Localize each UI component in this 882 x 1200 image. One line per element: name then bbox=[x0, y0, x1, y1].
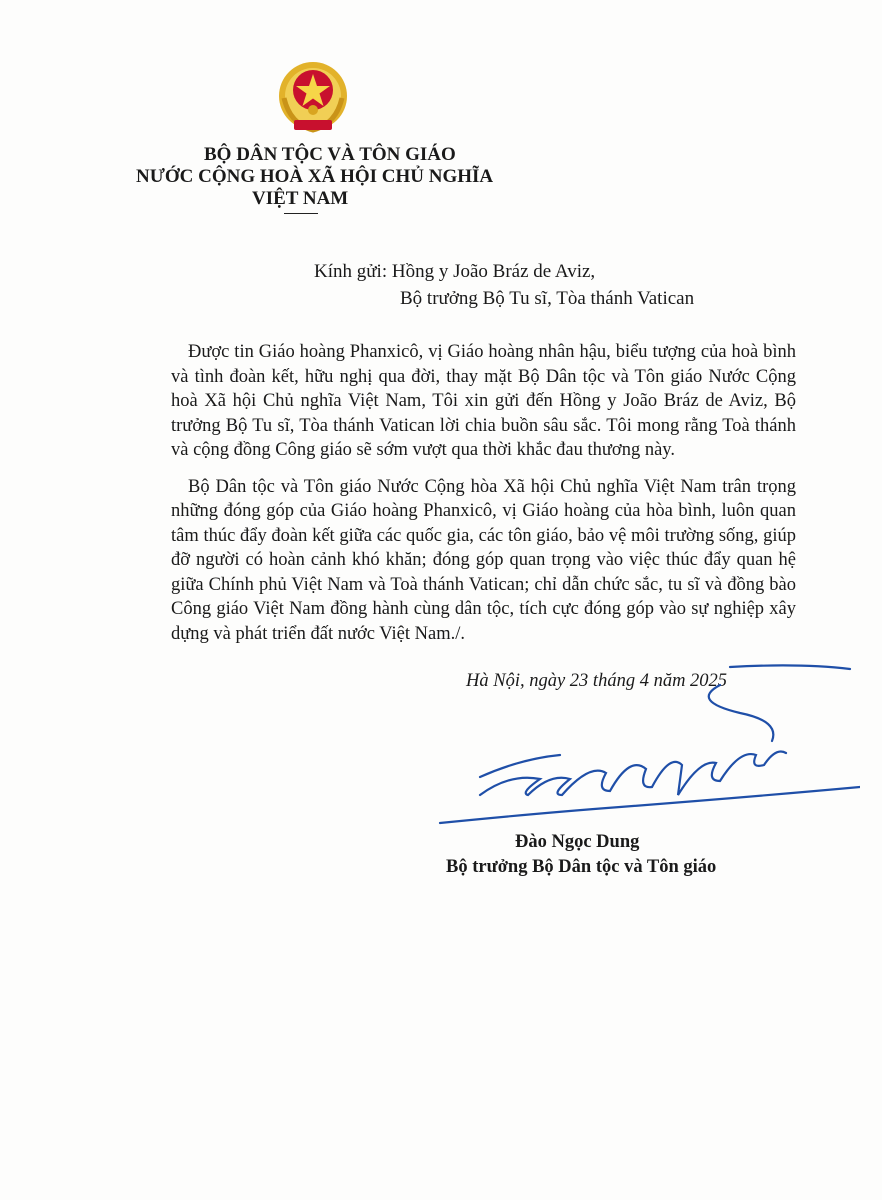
country-name-line1: NƯỚC CỘNG HOÀ XÃ HỘI CHỦ NGHĨA bbox=[136, 166, 494, 187]
place-date-line: Hà Nội, ngày 23 tháng 4 năm 2025 bbox=[466, 671, 728, 691]
ministry-header bbox=[120, 144, 520, 210]
vietnam-national-emblem-icon bbox=[270, 58, 356, 138]
signer-name: Đào Ngọc Dung bbox=[515, 832, 640, 852]
body-paragraph-2: Bộ Dân tộc và Tôn giáo Nước Cộng hòa Xã hội Chủ nghĩa Việt Nam trân trọng những đóng góp của Giáo hoàng Phanxicô, vị Giáo hoàng của hòa bình, luôn quan tâm thúc đẩy đoàn kết giữa các quốc gia, các tôn giáo, bảo vệ môi trường sống, giúp đỡ người có hoàn cảnh khó khăn; đóng góp quan trọng vào việc thúc đẩy quan hệ giữa Chính phủ Việt Nam và Toà thánh Vatican; chỉ dẫn chức sắc, tu sĩ và đồng bào Công giáo Việt Nam đồng hành cùng dân tộc, tích cực đóng góp vào sự nghiệp xây dựng và phát triển đất nước Việt Nam./. bbox=[171, 476, 796, 644]
recipient-block bbox=[314, 258, 694, 312]
handwritten-signature bbox=[420, 655, 860, 845]
signer-block bbox=[440, 830, 780, 880]
recipient-line1: Kính gửi: Hồng y João Bráz de Aviz, bbox=[314, 261, 596, 282]
letter-body bbox=[171, 340, 796, 658]
country-name-line2: VIỆT NAM bbox=[252, 188, 349, 209]
header-underline bbox=[284, 213, 318, 214]
recipient-line2: Bộ trưởng Bộ Tu sĩ, Tòa thánh Vatican bbox=[400, 288, 695, 309]
signer-title: Bộ trưởng Bộ Dân tộc và Tôn giáo bbox=[446, 857, 717, 877]
body-paragraph-1: Được tin Giáo hoàng Phanxicô, vị Giáo hoàng nhân hậu, biểu tượng của hoà bình và tình đoàn kết, hữu nghị qua đời, thay mặt Bộ Dân tộc và Tôn giáo Nước Cộng hoà Xã hội Chủ nghĩa Việt Nam, Tôi xin gửi đến Hồng y João Bráz de Aviz, Bộ trưởng Bộ Tu sĩ, Tòa thánh Vatican lời chia buồn sâu sắc. Tôi mong rằng Toà thánh và cộng đồng Công giáo sẽ sớm vượt qua thời khắc đau thương này. bbox=[171, 342, 796, 460]
ministry-name: BỘ DÂN TỘC VÀ TÔN GIÁO bbox=[204, 144, 456, 165]
